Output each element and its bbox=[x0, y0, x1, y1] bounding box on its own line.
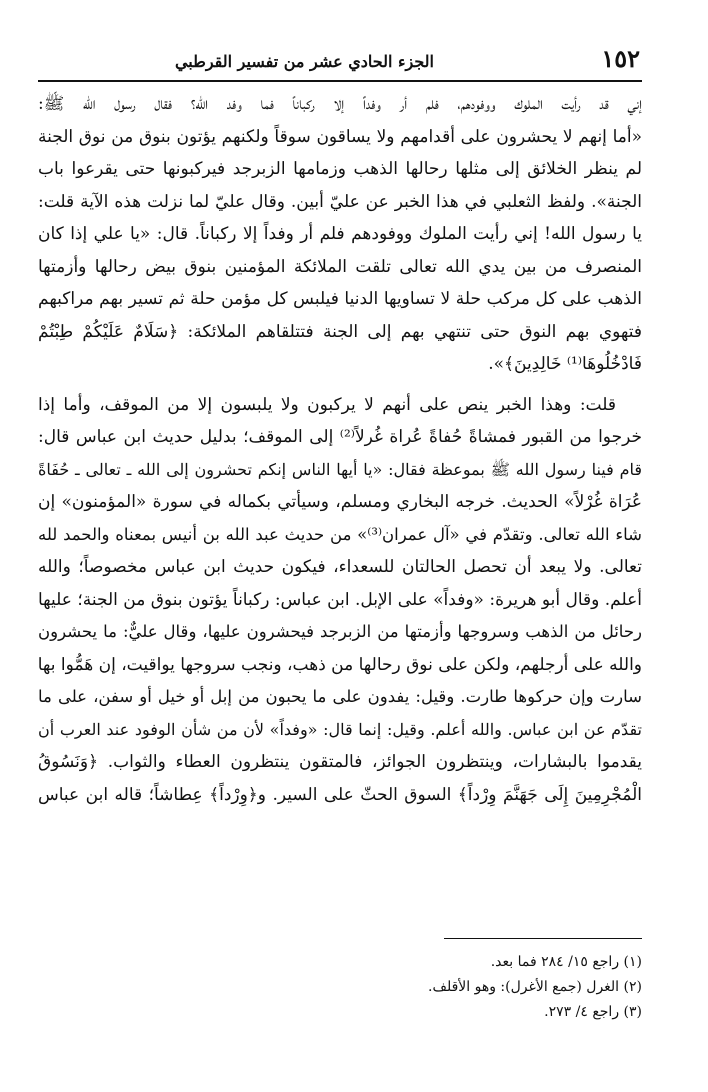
text-line: سارت وإن حركوها طارت. وقيل: يفدون على ما يحبون من إبل أو خيل أو سفن، على ما bbox=[38, 687, 642, 706]
footnote-3: (٣) راجع ٤/ ٢٧٣. bbox=[544, 1004, 642, 1020]
footnote-1: (١) راجع ١٥/ ٢٨٤ فما بعد. bbox=[490, 954, 642, 970]
text-line: أعلم. وقال أبو هريرة: «وفداً» على الإبل. ابن عباس: ركباناً يؤتون بنوق من الجنة؛ عليها bbox=[38, 589, 642, 610]
footnotes bbox=[38, 950, 642, 1025]
text-line: يا رسول الله! إني رأيت الملوك ووفودهم فلم أر وفداً إلا ركباناً. قال: «يا علي إذا كان bbox=[38, 224, 642, 244]
text-line: رحائل من الذهب وسروجها وأزمتها من الزبرجد فيحشرون عليها، وقال عليٌّ: ما يحشرون bbox=[38, 622, 642, 641]
text-line: يقدموا بالبشارات، وينتظرون الجوائز، فالمتقون ينتظرون العطاء والثواب. ﴿وَنَسُوقُ bbox=[38, 752, 642, 772]
text-line: تعالى. ولا يبعد أن تحصل الحالتان للسعداء، فيكون حديث ابن عباس مخصوصاً؛ والله bbox=[38, 557, 642, 577]
text-line: «أما إنهم لا يحشرون على أقدامهم ولا يساقون سوقاً ولكنهم يؤتون بنوق من نوق الجنة bbox=[38, 126, 642, 147]
text-line: قام فينا رسول الله ﷺ بموعظة فقال: «يا أيها الناس إنكم تحشرون إلى الله ـ تعالى ـ حُفَاةً bbox=[38, 459, 642, 479]
body-text bbox=[38, 88, 642, 811]
text-line: تقدّم عن ابن عباس. والله أعلم. وقيل: إنما قال: «وفداً» لأن من شأن الوفود عند العرب أن bbox=[38, 719, 642, 739]
text-line: لم ينظر الخلائق إلى مثلها رحالها الذهب وزمامها الزبرجد فيركبونها حتى يقرعوا باب bbox=[38, 159, 642, 179]
book-page bbox=[38, 40, 642, 1050]
text-line: قلت: وهذا الخبر ينص على أنهم لا يركبون ولا يلبسون إلا من الموقف، وأما إذا bbox=[38, 394, 616, 415]
paragraph-1 bbox=[38, 88, 642, 381]
footnote-2: (٢) الغرل (جمع الأغرل): وهو الأقلف. bbox=[428, 979, 642, 995]
text-line: الجنة». ولفظ الثعلبي في هذا الخبر عن عليّ أبين. وقال عليّ لما نزلت هذه الآية قلت: bbox=[38, 191, 642, 212]
text-line: فتهوي بهم النوق حتى تنتهي بهم إلى الجنة فتتلقاهم الملائكة: ﴿سَلَامٌ عَلَيْكُمْ طِبْتُمْ bbox=[38, 321, 642, 342]
text-line: فَادْخُلُوهَا⁽¹⁾ خَالِدِينَ﴾». bbox=[488, 354, 642, 374]
text-line: إني قد رأيت الملوك ووفودهم، فلم أر وفداً إلا ركباناً فما وفد الله؟ فقال رسول الله ﷺ: bbox=[38, 94, 642, 114]
text-line: خرجوا من القبور فمشاةً حُفاةً عُراة غُرلاً⁽²⁾ إلى الموقف؛ بدليل حديث ابن عباس قال: bbox=[38, 427, 642, 447]
text-line: المنصرف من بين يدي الله تعالى تلقت الملائكة المؤمنين بنوق بيض رحالها وأزمتها bbox=[38, 256, 642, 277]
text-line: والله على أرجلهم، ولكن على نوق رحالها من ذهب، ونجب سروجها يواقيت، إن هَمُّوا بها bbox=[38, 654, 642, 675]
text-line: الْمُجْرِمِينَ إِلَى جَهَنَّمَ وِرْداً﴾ السوق الحثّ على السير. و﴿وِرْداً﴾ عِطاشاً؛ قاله ابن عباس bbox=[38, 784, 642, 805]
text-line: عُرَاة غُرْلاً» الحديث. خرجه البخاري ومسلم، وسيأتي بكماله في سورة «المؤمنون» إن bbox=[38, 492, 642, 512]
text-line: الذهب على كل مركب حلة لا تساويها الدنيا فيلبس كل مؤمن حلة ثم تسير بهم مراكبهم bbox=[38, 289, 642, 309]
page-header bbox=[38, 40, 642, 82]
footnote-divider bbox=[444, 938, 642, 939]
text-line: شاء الله تعالى. وتقدّم في «آل عمران⁽³⁾» من حديث عبد الله بن أنيس بمعناه والحمد لله bbox=[38, 524, 642, 544]
page-number: ١٥٢ bbox=[601, 44, 640, 73]
running-title: الجزء الحادي عشر من تفسير القرطبي bbox=[174, 52, 434, 71]
paragraph-2 bbox=[38, 389, 642, 812]
